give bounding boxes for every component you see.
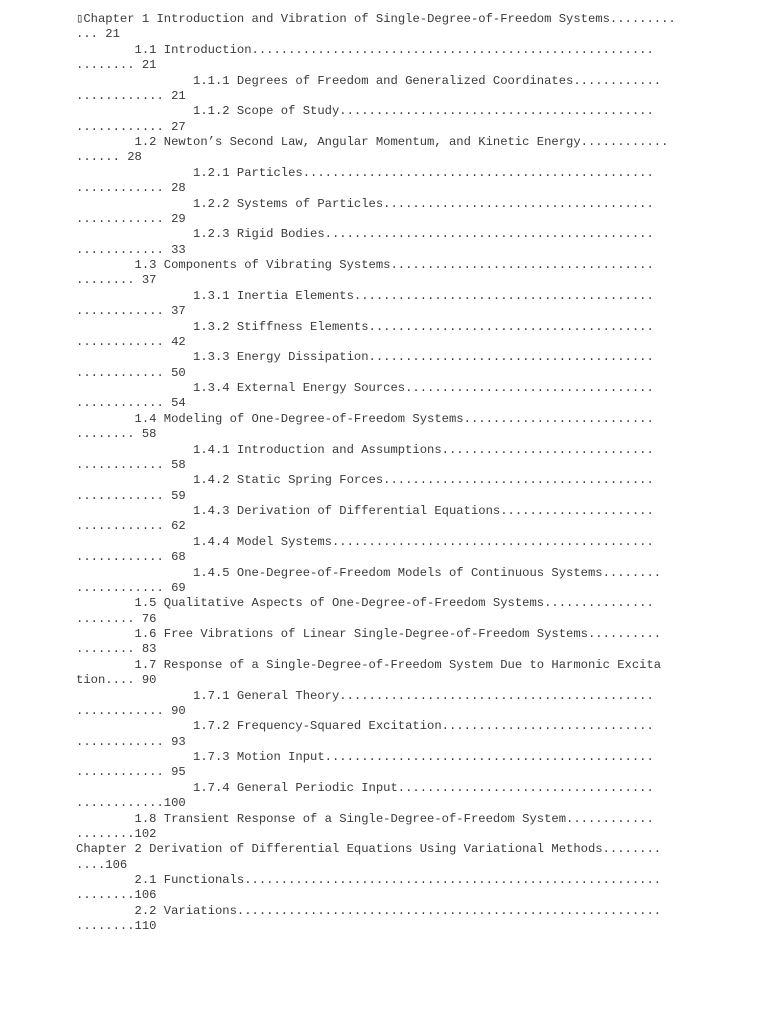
- toc-line: ............ 29: [76, 211, 186, 226]
- toc-line: ............ 62: [76, 519, 186, 534]
- toc-line: 1.3.4 External Energy Sources..................................: [76, 381, 654, 395]
- toc-line: 1.4.3 Derivation of Differential Equations.....................: [76, 504, 654, 518]
- toc-line: Chapter 2 Derivation of Differential Equations Using Variational Methods........: [76, 842, 662, 857]
- toc-line: ............ 90: [76, 703, 186, 718]
- toc-line: ........ 37: [76, 273, 157, 288]
- toc-line: ........ 76: [76, 611, 157, 626]
- toc-line: ........ 58: [76, 427, 157, 442]
- toc-line: ........102: [76, 826, 157, 841]
- toc-line: tion.... 90: [76, 673, 157, 688]
- toc-line: 1.7.4 General Periodic Input...................................: [76, 780, 654, 795]
- toc-line: ............ 68: [76, 550, 186, 565]
- toc-line: ............ 50: [76, 365, 186, 380]
- toc-line: ............100: [76, 796, 186, 811]
- toc-line: 2.1 Functionals.........................................................: [76, 873, 662, 887]
- toc-line: ... 21: [76, 27, 120, 42]
- toc-line: ............ 37: [76, 304, 186, 319]
- toc-line: 1.7 Response of a Single-Degree-of-Freedom System Due to Harmonic Excita: [76, 657, 662, 672]
- toc-line: 1.3.1 Inertia Elements.........................................: [76, 288, 654, 303]
- toc-line: ............ 42: [76, 334, 186, 349]
- toc-line: 1.4.1 Introduction and Assumptions.............................: [76, 442, 654, 457]
- toc-line: ............ 69: [76, 580, 186, 595]
- toc-line: ▯Chapter 1 Introduction and Vibration of Single-Degree-of-Freedom Systems.........: [76, 12, 676, 26]
- toc-line: ............ 28: [76, 181, 186, 196]
- toc-line: ...... 28: [76, 150, 142, 165]
- toc-line: 1.4.2 Static Spring Forces.....................................: [76, 473, 654, 488]
- toc-line: ....106: [76, 857, 128, 872]
- toc-line: 1.2.3 Rigid Bodies.............................................: [76, 227, 654, 242]
- toc-line: 1.2 Newton’s Second Law, Angular Momentum, and Kinetic Energy............: [76, 135, 669, 149]
- toc-line: 1.1.2 Scope of Study...........................................: [76, 104, 654, 119]
- toc-line: 1.4 Modeling of One-Degree-of-Freedom Systems..........................: [76, 411, 654, 426]
- toc-line: ............ 93: [76, 734, 186, 749]
- toc-line: ............ 59: [76, 488, 186, 503]
- toc-line: 1.8 Transient Response of a Single-Degree-of-Freedom System............: [76, 811, 654, 826]
- toc-line: 2.2 Variations..........................................................: [76, 903, 662, 918]
- toc-line: 1.1 Introduction.......................................................: [76, 42, 654, 57]
- table-of-contents: [76, 12, 696, 935]
- toc-line: 1.3.2 Stiffness Elements.......................................: [76, 319, 654, 334]
- toc-line: 1.7.3 Motion Input.............................................: [76, 750, 654, 764]
- toc-line: ............ 27: [76, 119, 186, 134]
- toc-line: ........ 83: [76, 642, 157, 657]
- toc-line: ............ 58: [76, 457, 186, 472]
- toc-line: ........110: [76, 919, 157, 934]
- toc-line: ............ 95: [76, 765, 186, 780]
- toc-line: ............ 54: [76, 396, 186, 411]
- toc-line: 1.3 Components of Vibrating Systems....................................: [76, 258, 654, 272]
- toc-line: 1.6 Free Vibrations of Linear Single-Degree-of-Freedom Systems..........: [76, 627, 662, 641]
- toc-line: 1.4.5 One-Degree-of-Freedom Models of Continuous Systems........: [76, 565, 662, 580]
- toc-line: 1.2.1 Particles................................................: [76, 165, 654, 180]
- toc-line: 1.7.1 General Theory...........................................: [76, 688, 654, 703]
- toc-line: ........ 21: [76, 58, 157, 73]
- toc-line: 1.5 Qualitative Aspects of One-Degree-of-Freedom Systems...............: [76, 596, 654, 611]
- toc-line: 1.4.4 Model Systems............................................: [76, 534, 654, 549]
- toc-line: 1.7.2 Frequency-Squared Excitation.............................: [76, 719, 654, 734]
- toc-line: ............ 33: [76, 242, 186, 257]
- toc-line: ........106: [76, 888, 157, 903]
- toc-line: 1.2.2 Systems of Particles.....................................: [76, 196, 654, 211]
- toc-line: 1.3.3 Energy Dissipation.......................................: [76, 350, 654, 365]
- toc-line: 1.1.1 Degrees of Freedom and Generalized Coordinates............: [76, 73, 662, 88]
- toc-line: ............ 21: [76, 88, 186, 103]
